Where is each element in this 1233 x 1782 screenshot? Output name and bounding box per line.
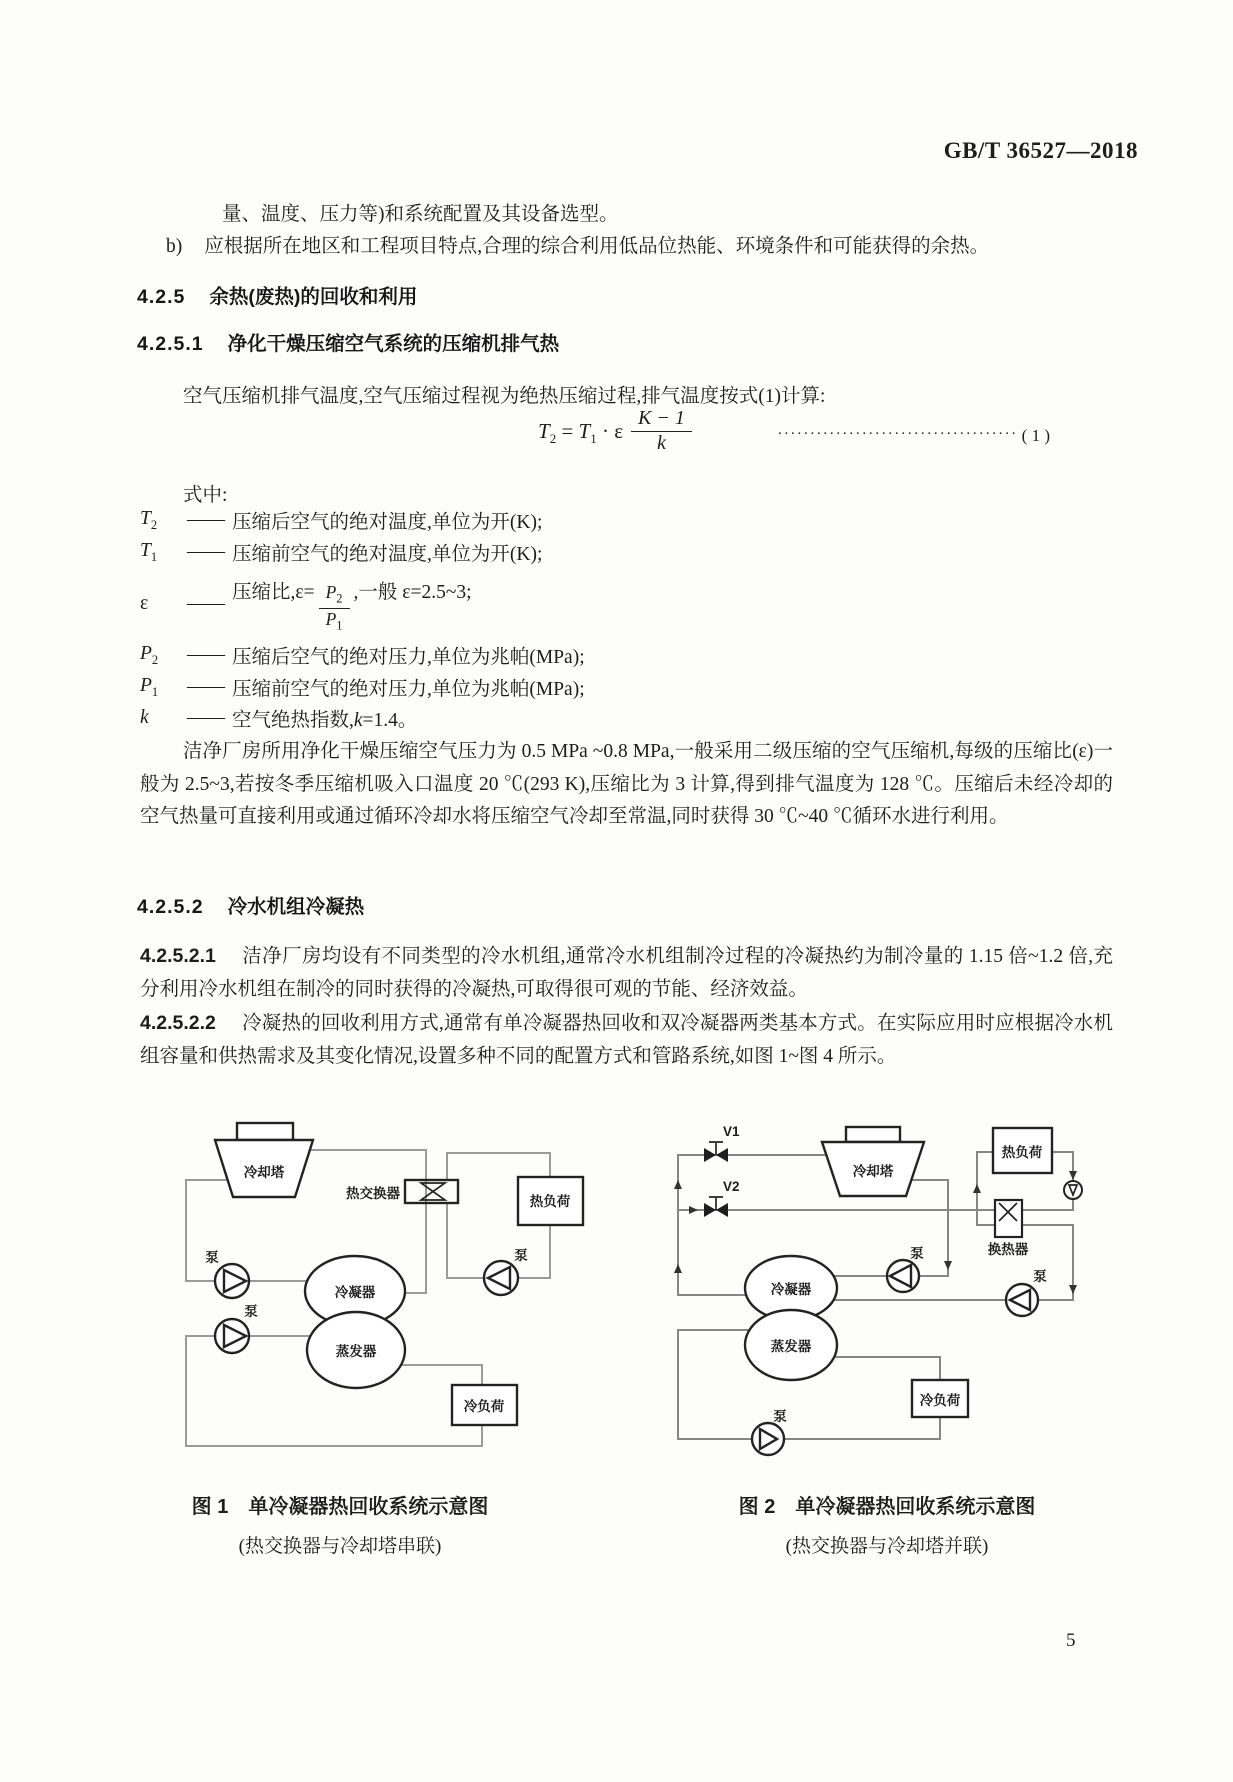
t2-symbol: T [538,418,550,443]
cooling-load [452,1385,517,1425]
pipe-pump-to-hx [447,1203,484,1278]
pump-heat-load [484,1247,528,1295]
pump-heat-recovery [1006,1268,1047,1316]
pump-label: 泵 [1033,1269,1047,1284]
heat-exchanger-label: 换热器 [987,1242,1029,1257]
arrow-down-icon [1069,1285,1077,1294]
cooling-tower [215,1123,313,1197]
pipe-evaporator-return [678,1330,752,1439]
heat-load [518,1177,583,1225]
pump-label: 泵 [773,1409,787,1424]
valve-v1 [704,1124,740,1162]
section-heading-4-2-5 [137,281,417,309]
condenser-label: 冷凝器 [770,1282,812,1297]
pipe-pump-to-coolingload [784,1417,940,1439]
figure-1-caption [105,1490,575,1558]
valve-icon [704,1203,716,1217]
valve-v1-label: V1 [723,1124,740,1139]
list-item-b-label: b) [166,236,183,257]
figure-2-title: 图 2 单冷凝器热回收系统示意图 [738,1496,1036,1518]
section-title: 冷水机组冷凝热 [227,896,365,918]
equation-1 [140,407,1112,474]
exponent-fraction: $\frac{K - 1}{k}$ [631,408,692,454]
section-heading-4-2-5-1 [137,328,559,356]
pump-cooling-tower [887,1245,924,1292]
pump-cooling-water [205,1249,249,1298]
cooling-tower-cap [846,1127,900,1142]
paragraph-4-2-5-2-1: 4.2.5.2.1 洁净厂房均设有不同类型的冷水机组,通常冷水机组制冷过程的冷凝热约为制冷量的 1.15 倍~1.2 倍,充分利用冷水机组在制冷的同时获得的冷凝热,可取得很可观的节能、经济效益。 [140,945,1113,1000]
cooling-load-label: 冷负荷 [463,1399,505,1414]
heat-load-label: 热负荷 [1001,1145,1043,1160]
cooling-tower-label: 冷却塔 [243,1165,285,1180]
section-number: 4.2.5.1 [137,333,204,355]
evaporator [745,1310,837,1380]
symbol-definition-k: k —— 空气绝热指数,k=1.4。 [140,707,418,731]
heat-exchanger-label: 热交换器 [346,1186,400,1201]
section-heading-4-2-5-2 [137,891,364,919]
valve-icon [716,1148,728,1162]
heat-exchanger-icon [421,1183,445,1200]
epsilon-description: 压缩比,ε= $\frac{P_2}{P_1}$ ,一般 ε=2.5~3; [232,581,472,632]
cooling-tower [822,1127,924,1196]
section-number: 4.2.5.2 [137,896,204,918]
pump-small-heat-load [1064,1181,1082,1199]
cooling-load [912,1380,968,1417]
pipe-evaporator-to-coolingload [835,1357,940,1380]
valve-icon [704,1148,716,1162]
figure-2-caption [652,1490,1122,1558]
heat-exchanger [988,1200,1029,1257]
figure-2-diagram [650,1100,1120,1470]
pump-label: 泵 [205,1250,219,1265]
figure-2-subtitle: (热交换器与冷却塔并联) [785,1536,989,1557]
pipe-evaporator-to-coolingload [401,1365,482,1385]
section-title: 余热(废热)的回收和利用 [209,286,418,308]
pump-label: 泵 [910,1246,924,1261]
arrow-up-icon [973,1184,981,1193]
section-title: 净化干燥压缩空气系统的压缩机排气热 [227,333,560,355]
equation-expression: $T_2 = T_1 \cdot \varepsilon$ $\frac{K - 1}{k}$ [538,410,692,456]
compressed-air-paragraph: 洁净厂房所用净化干燥压缩空气压力为 0.5 MPa ~0.8 MPa,一般采用二级压缩的空气压缩机,每级的压缩比(ε)一般为 2.5~3,若按冬季压缩机吸入口温度 20 ℃(293 K),压缩比为 3 计算,得到排气温度为 128 ℃。压缩后未经冷却的空气热量可直接利用或通过循环冷却水将压缩空气冷却至常温,同时获得 30 ℃~40 ℃循环水进行利用。 [140,741,1113,827]
equation-number: ( 1 ) [1021,426,1050,445]
cooling-tower-label: 冷却塔 [852,1164,894,1179]
paragraph-4-2-5-2-2: 4.2.5.2.2 冷凝热的回收利用方式,通常有单冷凝器热回收和双冷凝器两类基本方式。在实际应用时应根据冷水机组容量和供热需求及其变化情况,设置多种不同的配置方式和管路系统,如图 1~图 4 所示。 [140,1012,1113,1067]
symbol-definition-t1: $T_1$ —— 压缩前空气的绝对温度,单位为开(K); [140,539,543,565]
heat-exchanger [346,1180,458,1203]
list-item-b [166,234,989,260]
list-item-b-text: 应根据所在地区和工程项目特点,合理的综合利用低品位热能、环境条件和可能获得的余热。 [204,236,990,257]
symbol-definition-p2: $P_2$ —— 压缩后空气的绝对压力,单位为兆帕(MPa); [140,642,585,668]
pump-label: 泵 [244,1304,258,1319]
heat-load-label: 热负荷 [529,1194,571,1209]
symbol-definition-t2: $T_2$ —— 压缩后空气的绝对温度,单位为开(K); [140,507,543,533]
pressure-ratio-fraction: $\frac{P_2}{P_1}$ [319,583,350,632]
dotted-leader: ····································· [777,425,1018,442]
arrow-up-icon [674,1180,682,1189]
heat-exchanger-box [995,1200,1022,1237]
arrow-right-icon [689,1206,698,1214]
arrow-down-icon [1069,1171,1077,1180]
paragraph-a-continuation: 量、温度、压力等)和系统配置及其设备选型。 [222,204,619,225]
section-number: 4.2.5 [137,286,186,308]
pipe-tower-to-pump [911,1180,948,1276]
arrow-down-icon [944,1261,952,1270]
symbol-definition-epsilon: ε —— 压缩比,ε= $\frac{P_2}{P_1}$ ,一般 ε=2.5~3; [140,575,1120,633]
pipe-tower-left-loop [186,1180,227,1281]
valve-v2 [704,1179,740,1217]
pump-chilled-water [752,1408,787,1455]
cooling-tower-cap [237,1123,293,1140]
arrow-up-icon [674,1264,682,1273]
page-number: 5 [1066,1630,1076,1651]
condenser-label: 冷凝器 [334,1285,376,1300]
equation-number-group [777,426,1050,446]
where-label: 式中: [183,485,228,506]
cooling-load-label: 冷负荷 [919,1393,961,1408]
figure-1-subtitle: (热交换器与冷却塔串联) [238,1536,442,1557]
evaporator [307,1312,405,1388]
figure-1-title: 图 1 单冷凝器热回收系统示意图 [191,1496,489,1518]
paragraph-number: 4.2.5.2.1 [140,945,216,967]
symbol-definition-p1: $P_1$ —— 压缩前空气的绝对压力,单位为兆帕(MPa); [140,674,585,700]
evaporator-label: 蒸发器 [335,1344,377,1359]
pump-label: 泵 [514,1248,528,1263]
heat-load [993,1128,1052,1173]
pump-chilled-water [215,1303,258,1353]
formula-intro-paragraph: 空气压缩机排气温度,空气压缩过程视为绝热压缩过程,排气温度按式(1)计算: [183,386,826,407]
doc-number: GB/T 36527—2018 [943,138,1138,163]
evaporator-label: 蒸发器 [770,1339,812,1354]
valve-v2-label: V2 [723,1179,740,1194]
paragraph-number: 4.2.5.2.2 [140,1012,216,1034]
valve-icon [716,1203,728,1217]
figure-1-diagram [150,1100,610,1460]
